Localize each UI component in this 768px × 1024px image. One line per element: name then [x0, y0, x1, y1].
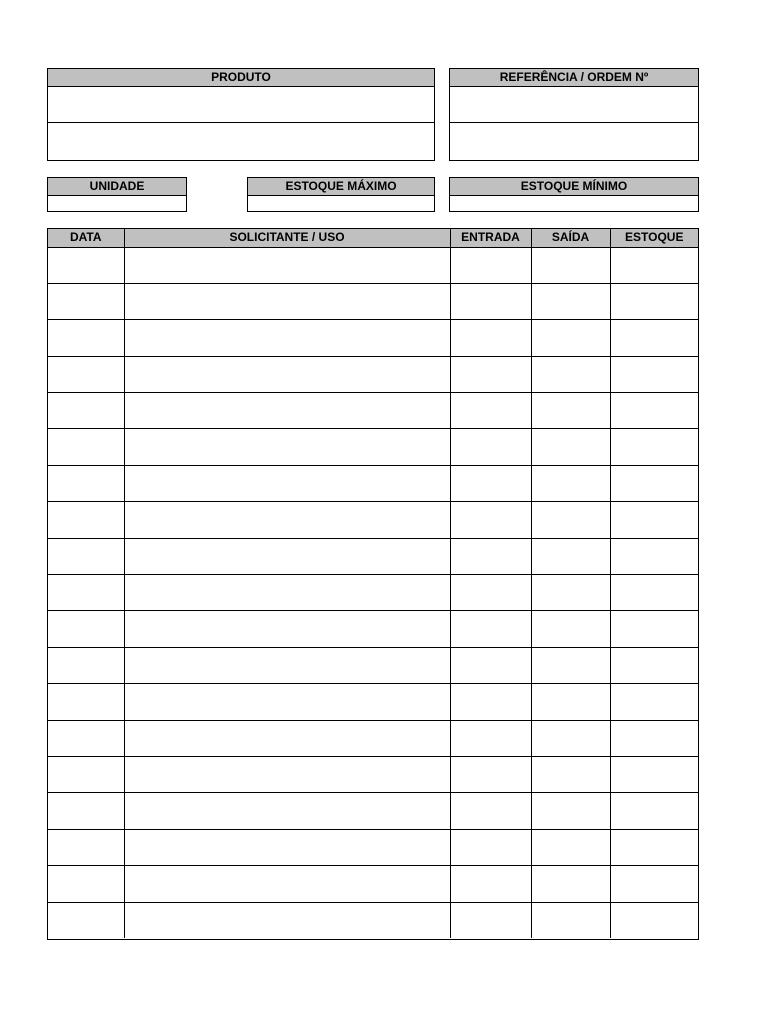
- solicitante-cell[interactable]: [124, 866, 450, 902]
- data-cell[interactable]: [48, 902, 124, 938]
- table-row: [48, 429, 698, 465]
- solicitante-cell[interactable]: [124, 465, 450, 501]
- col-header-data: DATA: [48, 229, 124, 247]
- entrada-cell[interactable]: [450, 393, 531, 429]
- stock-log: [47, 228, 699, 940]
- estoque-cell[interactable]: [610, 684, 698, 720]
- entrada-cell[interactable]: [450, 647, 531, 683]
- table-row: [48, 465, 698, 501]
- entrada-cell[interactable]: [450, 793, 531, 829]
- estoque-cell[interactable]: [610, 866, 698, 902]
- table-row: [48, 393, 698, 429]
- data-cell[interactable]: [48, 829, 124, 865]
- solicitante-cell[interactable]: [124, 575, 450, 611]
- solicitante-cell[interactable]: [124, 684, 450, 720]
- entrada-cell[interactable]: [450, 902, 531, 938]
- data-cell[interactable]: [48, 684, 124, 720]
- referencia-header: REFERÊNCIA / ORDEM Nº: [450, 69, 698, 87]
- solicitante-cell[interactable]: [124, 611, 450, 647]
- entrada-cell[interactable]: [450, 575, 531, 611]
- saida-cell[interactable]: [531, 429, 610, 465]
- entrada-cell[interactable]: [450, 611, 531, 647]
- entrada-cell[interactable]: [450, 684, 531, 720]
- stock-log-table: [48, 229, 698, 938]
- saida-cell[interactable]: [531, 502, 610, 538]
- data-cell[interactable]: [48, 465, 124, 501]
- saida-cell[interactable]: [531, 866, 610, 902]
- table-row: [48, 247, 698, 283]
- table-row: [48, 611, 698, 647]
- data-cell[interactable]: [48, 647, 124, 683]
- log-body: [48, 247, 698, 938]
- saida-cell[interactable]: [531, 538, 610, 574]
- table-row: [48, 320, 698, 356]
- estoque-cell[interactable]: [610, 575, 698, 611]
- solicitante-cell[interactable]: [124, 393, 450, 429]
- data-cell[interactable]: [48, 429, 124, 465]
- estoque-cell[interactable]: [610, 829, 698, 865]
- estoque-cell[interactable]: [610, 247, 698, 283]
- solicitante-cell[interactable]: [124, 320, 450, 356]
- saida-cell[interactable]: [531, 684, 610, 720]
- data-cell[interactable]: [48, 538, 124, 574]
- table-row: [48, 283, 698, 319]
- table-row: [48, 829, 698, 865]
- referencia-line-2[interactable]: [450, 123, 698, 159]
- table-row: [48, 502, 698, 538]
- saida-cell[interactable]: [531, 283, 610, 319]
- entrada-cell[interactable]: [450, 283, 531, 319]
- estoque-cell[interactable]: [610, 902, 698, 938]
- solicitante-cell[interactable]: [124, 647, 450, 683]
- estoque-cell[interactable]: [610, 647, 698, 683]
- estoque-minimo-field[interactable]: [450, 196, 698, 211]
- estoque-cell[interactable]: [610, 429, 698, 465]
- table-row: [48, 575, 698, 611]
- estoque-cell[interactable]: [610, 611, 698, 647]
- saida-cell[interactable]: [531, 575, 610, 611]
- solicitante-cell[interactable]: [124, 538, 450, 574]
- estoque-cell[interactable]: [610, 793, 698, 829]
- saida-cell[interactable]: [531, 829, 610, 865]
- estoque-cell[interactable]: [610, 502, 698, 538]
- entrada-cell[interactable]: [450, 866, 531, 902]
- estoque-cell[interactable]: [610, 283, 698, 319]
- estoque-cell[interactable]: [610, 465, 698, 501]
- col-header-solicitante: SOLICITANTE / USO: [124, 229, 450, 247]
- table-row: [48, 866, 698, 902]
- entrada-cell[interactable]: [450, 538, 531, 574]
- unidade-field[interactable]: [48, 196, 186, 211]
- data-cell[interactable]: [48, 502, 124, 538]
- solicitante-cell[interactable]: [124, 720, 450, 756]
- table-row: [48, 720, 698, 756]
- data-cell[interactable]: [48, 356, 124, 392]
- saida-cell[interactable]: [531, 720, 610, 756]
- table-row: [48, 902, 698, 938]
- solicitante-cell[interactable]: [124, 429, 450, 465]
- unidade-header: UNIDADE: [48, 178, 186, 196]
- saida-cell[interactable]: [531, 247, 610, 283]
- solicitante-cell[interactable]: [124, 829, 450, 865]
- data-cell[interactable]: [48, 320, 124, 356]
- entrada-cell[interactable]: [450, 429, 531, 465]
- data-cell[interactable]: [48, 393, 124, 429]
- table-row: [48, 756, 698, 792]
- saida-cell[interactable]: [531, 793, 610, 829]
- entrada-cell[interactable]: [450, 356, 531, 392]
- referencia-line-1[interactable]: [450, 87, 698, 123]
- produto-box: [47, 68, 435, 161]
- referencia-box: [449, 68, 699, 161]
- estoque-maximo-header: ESTOQUE MÁXIMO: [248, 178, 434, 196]
- table-row: [48, 793, 698, 829]
- produto-line-1[interactable]: [48, 87, 434, 123]
- data-cell[interactable]: [48, 247, 124, 283]
- entrada-cell[interactable]: [450, 829, 531, 865]
- estoque-cell[interactable]: [610, 320, 698, 356]
- data-cell[interactable]: [48, 575, 124, 611]
- saida-cell[interactable]: [531, 756, 610, 792]
- produto-line-2[interactable]: [48, 123, 434, 159]
- saida-cell[interactable]: [531, 902, 610, 938]
- estoque-minimo-header: ESTOQUE MÍNIMO: [450, 178, 698, 196]
- estoque-cell[interactable]: [610, 756, 698, 792]
- entrada-cell[interactable]: [450, 320, 531, 356]
- data-cell[interactable]: [48, 866, 124, 902]
- unidade-box: [47, 177, 187, 212]
- col-header-estoque: ESTOQUE: [610, 229, 698, 247]
- col-header-saida: SAÍDA: [531, 229, 610, 247]
- data-cell[interactable]: [48, 283, 124, 319]
- saida-cell[interactable]: [531, 356, 610, 392]
- col-header-entrada: ENTRADA: [450, 229, 531, 247]
- solicitante-cell[interactable]: [124, 502, 450, 538]
- saida-cell[interactable]: [531, 393, 610, 429]
- log-header-row: [48, 229, 698, 247]
- estoque-cell[interactable]: [610, 356, 698, 392]
- entrada-cell[interactable]: [450, 720, 531, 756]
- data-cell[interactable]: [48, 756, 124, 792]
- estoque-cell[interactable]: [610, 393, 698, 429]
- entrada-cell[interactable]: [450, 247, 531, 283]
- produto-header: PRODUTO: [48, 69, 434, 87]
- solicitante-cell[interactable]: [124, 356, 450, 392]
- estoque-maximo-box: [247, 177, 435, 212]
- estoque-cell[interactable]: [610, 720, 698, 756]
- solicitante-cell[interactable]: [124, 247, 450, 283]
- solicitante-cell[interactable]: [124, 283, 450, 319]
- solicitante-cell[interactable]: [124, 793, 450, 829]
- entrada-cell[interactable]: [450, 502, 531, 538]
- saida-cell[interactable]: [531, 611, 610, 647]
- table-row: [48, 356, 698, 392]
- estoque-cell[interactable]: [610, 538, 698, 574]
- data-cell[interactable]: [48, 793, 124, 829]
- table-row: [48, 647, 698, 683]
- solicitante-cell[interactable]: [124, 902, 450, 938]
- saida-cell[interactable]: [531, 465, 610, 501]
- data-cell[interactable]: [48, 720, 124, 756]
- table-row: [48, 684, 698, 720]
- estoque-maximo-field[interactable]: [248, 196, 434, 211]
- entrada-cell[interactable]: [450, 756, 531, 792]
- data-cell[interactable]: [48, 611, 124, 647]
- saida-cell[interactable]: [531, 320, 610, 356]
- estoque-minimo-box: [449, 177, 699, 212]
- table-row: [48, 538, 698, 574]
- saida-cell[interactable]: [531, 647, 610, 683]
- solicitante-cell[interactable]: [124, 756, 450, 792]
- entrada-cell[interactable]: [450, 465, 531, 501]
